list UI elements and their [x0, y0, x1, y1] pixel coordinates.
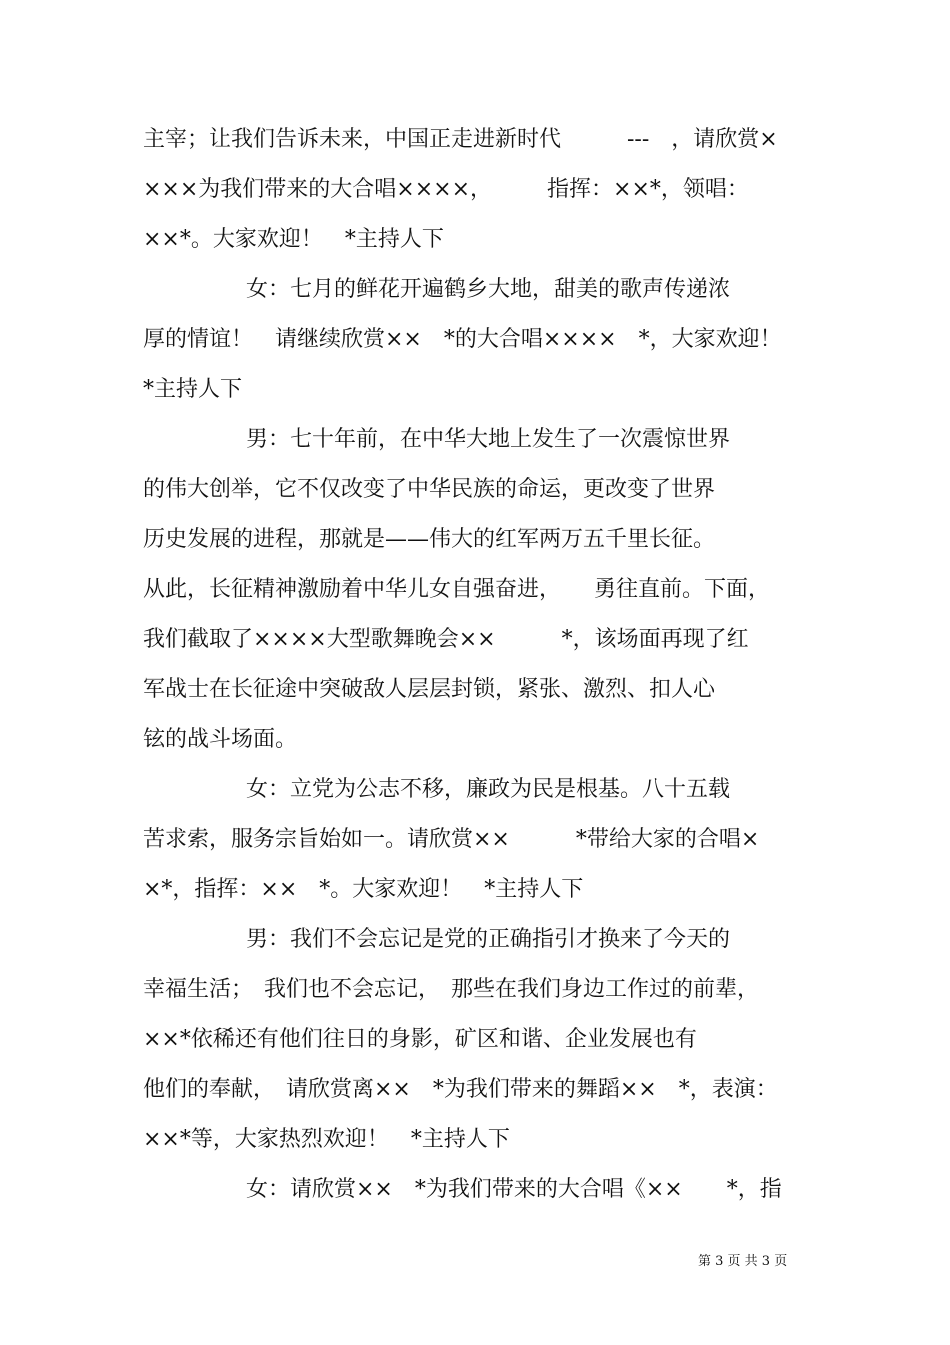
- text-line-18: 幸福生活； 我们也不会忘记， 那些在我们身边工作过的前辈，: [143, 977, 760, 1002]
- text-line-2: ×××为我们带来的大合唱××××， 指挥：××*，领唱：: [143, 177, 749, 202]
- text-line-13: 铉的战斗场面。: [143, 727, 298, 752]
- text-line-17: 男：我们不会忘记是党的正确指引才换来了今天的: [246, 927, 731, 952]
- text-line-12: 军战士在长征途中突破敌人层层封锁，紧张、激烈、扣人心: [143, 677, 716, 702]
- text-line-1: 主宰；让我们告诉未来，中国正走进新时代 --- ，请欣赏×: [143, 127, 778, 152]
- text-line-5: 厚的情谊！ 请继续欣赏×× *的大合唱×××× *，大家欢迎！: [143, 327, 782, 352]
- text-line-20: 他们的奉献， 请欣赏离×× *为我们带来的舞蹈×× *，表演：: [143, 1077, 778, 1102]
- text-line-21: ××*等，大家热烈欢迎！ *主持人下: [143, 1127, 510, 1152]
- text-line-4: 女：七月的鲜花开遍鹤乡大地，甜美的歌声传递浓: [246, 277, 731, 302]
- text-line-19: ××*依稀还有他们往日的身影，矿区和谐、企业发展也有: [143, 1027, 697, 1052]
- text-line-15: 苦求索，服务宗旨始如一。请欣赏×× *带给大家的合唱×: [143, 827, 760, 852]
- text-line-8: 的伟大创举，它不仅改变了中华民族的命运，更改变了世界: [143, 477, 716, 502]
- text-line-11: 我们截取了××××大型歌舞晚会×× *，该场面再现了红: [143, 627, 749, 652]
- page-footer: 第 3 页 共 3 页: [698, 1254, 788, 1269]
- text-line-16: ×*，指挥：×× *。大家欢迎！ *主持人下: [143, 877, 584, 902]
- text-line-7: 男：七十年前，在中华大地上发生了一次震惊世界: [246, 427, 731, 452]
- text-line-14: 女：立党为公志不移，廉政为民是根基。八十五载: [246, 777, 731, 802]
- text-line-6: *主持人下: [143, 377, 243, 402]
- text-line-9: 历史发展的进程，那就是——伟大的红军两万五千里长征。: [143, 527, 716, 552]
- text-line-3: ××*。大家欢迎！ *主持人下: [143, 227, 444, 252]
- text-line-22: 女：请欣赏×× *为我们带来的大合唱《×× *，指: [246, 1177, 782, 1202]
- text-line-10: 从此，长征精神激励着中华儿女自强奋进， 勇往直前。下面，: [143, 577, 771, 602]
